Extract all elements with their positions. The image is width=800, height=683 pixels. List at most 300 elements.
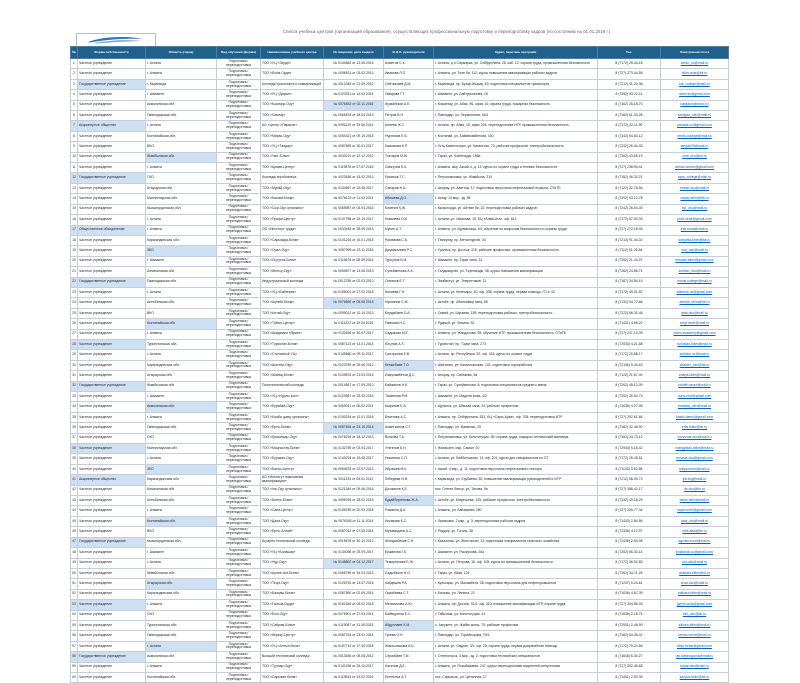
cell-lic: № 0104562 от 12.05.2014	[324, 59, 384, 69]
cell-addr: г. Шымкент, ул. Байтурсынова, 18	[434, 90, 598, 100]
cell-region: г. Алматы	[146, 69, 217, 79]
cell-region: Карагандинская обл.	[146, 475, 217, 485]
email-link[interactable]: altyn.besik@gmail.com	[677, 643, 712, 648]
cell-head: Оразбаева С.Т.	[384, 589, 434, 599]
cell-tel: 8 (7172) 28-45-61	[598, 454, 661, 464]
cell-mail	[661, 183, 729, 193]
cell-lic: № 0023456 от 15.02.2013	[324, 173, 384, 183]
cell-kind: Подготовка / переподготовка	[217, 350, 261, 360]
cell-tel: 8 (7172) 25-44-18	[598, 59, 661, 69]
cell-mail	[661, 69, 729, 79]
email-link[interactable]: sarykol.bilim@bk.ru	[679, 674, 710, 679]
cell-kind: Подготовка / переподготовка	[217, 537, 261, 547]
table-row	[71, 100, 729, 110]
cell-name: ТОО «Тобыл-Центр»	[261, 319, 324, 329]
cell-kind: Подготовка / переподготовка	[217, 339, 261, 349]
cell-kind: Подготовка / переподготовка	[217, 267, 261, 277]
cell-head: Романов Д.А.	[384, 506, 434, 516]
cell-mail	[661, 329, 729, 339]
table-row	[71, 454, 729, 464]
cell-tel: 8 (7182) 32-48-90	[598, 423, 661, 433]
cell-head: Кудайбергенова Ж.А.	[384, 496, 434, 506]
cell-head: Абишева Д.О.	[384, 194, 434, 204]
cell-lic: № 0132789 от 03.04.2017	[324, 444, 384, 454]
cell-mail	[661, 287, 729, 297]
email-link[interactable]: agrotech.kzl@mail.ru	[678, 539, 711, 544]
email-link[interactable]: samgau_oku@mail.ru	[677, 112, 712, 117]
cell-kind: Подготовка / переподготовка	[217, 402, 261, 412]
table-row	[71, 183, 729, 193]
cell-num: 37	[71, 433, 78, 443]
cell-tel: 8 (7172) 79-24-56	[598, 641, 661, 651]
email-link[interactable]: tandau09@mail.ru	[680, 144, 709, 148]
table-row	[71, 527, 729, 537]
cell-head: Мельникова А.Ю.	[384, 600, 434, 610]
cell-region: Карагандинская обл.	[146, 589, 217, 599]
email-link[interactable]: gylym.orda@gmail.com	[676, 601, 713, 606]
cell-addr: г. Петропавловск, ул. Конституции, 35; охрана труда, пожарно-технический минимум	[434, 433, 598, 443]
cell-lic: № 0012345 от 21.09.2012	[324, 79, 384, 89]
email-link[interactable]: esil_oku@bk.ru	[682, 612, 707, 617]
email-link[interactable]: balkash.bilim@mail.ru	[677, 591, 712, 596]
cell-num: 4	[71, 90, 78, 100]
cell-region: Акмолинская обл.	[146, 402, 217, 412]
cell-own: Частное учреждение	[78, 350, 146, 360]
cell-num: 7	[71, 121, 78, 131]
cell-head: Измухамбетов Д.С.	[384, 371, 434, 381]
email-link[interactable]: politeh.taraz@mail.ru	[678, 383, 711, 388]
table-row	[71, 516, 729, 526]
cell-own: Частное учреждение	[78, 662, 146, 672]
cell-head: Нурланов Е.Б.	[384, 131, 434, 141]
cell-lic: № 0014567 от 17.09.2012	[324, 381, 384, 391]
cell-tel: 8 (7282) 24-56-71	[598, 267, 661, 277]
cell-tel: 8 (7172) 20-88-17	[598, 350, 661, 360]
cell-tel: 8 (7252) 21-44-97	[598, 256, 661, 266]
cell-tel: 8 (727) 273-44-55	[598, 69, 661, 79]
cell-mail	[661, 235, 729, 245]
cell-region: Карагандинская обл.	[146, 360, 217, 370]
email-link[interactable]: kyzylzhar.oku@mail.ru	[677, 435, 712, 440]
cell-own: Частное учреждение	[78, 163, 146, 173]
table-row	[71, 506, 729, 516]
cell-num: 3	[71, 79, 78, 89]
email-link[interactable]: turkistan.bilim@mail.ru	[677, 341, 712, 346]
table-row	[71, 496, 729, 506]
cell-addr: г. Тараз, ул. Койгельды, 158а	[434, 152, 598, 162]
email-link[interactable]: tulpar.oku@mail.ru	[680, 664, 709, 669]
cell-lic: № 0115678 от 08.09.2014	[324, 256, 384, 266]
email-link[interactable]: altai-oku@mail.ru	[681, 310, 708, 315]
cell-lic: № 0076901 от 27.03.2014	[324, 610, 384, 620]
cell-addr: г. Алматы, мкр. Аксай-4, д. 12; курсы по охране труда и технике безопасности	[434, 163, 598, 173]
cell-kind: Подготовка / переподготовка	[217, 308, 261, 318]
cell-addr: г. Талдыкорган, ул. Тәуелсіздік, 38; курсы повышения квалификации	[434, 267, 598, 277]
cell-lic: № 0087999 от 23.11.2016	[324, 246, 384, 256]
cell-kind: Подготовка / переподготовка	[217, 225, 261, 235]
cell-head: Юсупов А.Х.	[384, 339, 434, 349]
cell-lic: № 0054321 от 09.10.2015	[324, 131, 384, 141]
email-link[interactable]: stolichn.uc@mail.ru	[679, 352, 710, 357]
cell-tel: 8 (727) 292-61-84	[598, 412, 661, 422]
cell-head: Нугманов С.Ж.	[384, 298, 434, 308]
table-row	[71, 90, 729, 100]
cell-addr: г. Усть-Каменогорск, ул. Казахстан, 70; рабочие профессии, электробезопасность	[434, 142, 598, 152]
table-row	[71, 131, 729, 141]
cell-name: ТОО «Еуразия-Оқу»	[261, 454, 324, 464]
cell-tel: 8 (71036) 4-67-39	[598, 589, 661, 599]
cell-mail	[661, 516, 729, 526]
cell-head: Никитина С.П.	[384, 454, 434, 464]
cell-name: ТОО «Балқаш-Білім»	[261, 589, 324, 599]
cell-name: ТОО «Сыр-Оқу орталығы»	[261, 204, 324, 214]
cell-name: ТОО «Ақтөбе-Білім»	[261, 298, 324, 308]
cell-tel: 8 (72533) 4-21-88	[598, 339, 661, 349]
cell-lic: № 0123311 от 14.03.2015	[324, 90, 384, 100]
cell-region: ВКО	[146, 527, 217, 537]
cell-num: 32	[71, 381, 78, 391]
email-link[interactable]: ertis.bilim@bk.ru	[681, 424, 708, 429]
cell-kind: Подготовка / переподготовка	[217, 672, 261, 682]
cell-mail	[661, 537, 729, 547]
cell-name: ТОО «Нұр-Оқу»	[261, 558, 324, 568]
cell-own: Частное учреждение	[78, 59, 146, 69]
cell-head: Петров В.Н.	[384, 111, 434, 121]
table-row	[71, 142, 729, 152]
cell-lic: № 0011234 от 05.01.2012	[324, 475, 384, 485]
cell-own: Частное учреждение	[78, 204, 146, 214]
cell-tel: 8 (7187) 34-90-15	[598, 277, 661, 287]
cell-name: ТОО «УЦ «Зерде»	[261, 59, 324, 69]
cell-kind: Подготовка / переподготовка	[217, 90, 261, 100]
cell-region: Кызылординская обл.	[146, 204, 217, 214]
email-link[interactable]: burabay_oku@mail.ru	[677, 404, 712, 409]
table-row	[71, 652, 729, 662]
cell-kind: Подготовка / переподготовка	[217, 131, 261, 141]
cell-lic: № 0148802 от 04.12.2017	[324, 558, 384, 568]
cell-addr: пос. Сарыколь, ул. Целинная, 17	[434, 672, 598, 682]
email-link[interactable]: kasibi.damu@gmail.com	[676, 414, 713, 419]
cell-name: ТОО «Кәсіпқор-Оқу»	[261, 100, 324, 110]
cell-num: 1	[71, 59, 78, 69]
cell-mail	[661, 360, 729, 370]
cell-tel: 8 (71536) 2-18-74	[598, 610, 661, 620]
column-header-5: № лицензии, дата выдачи	[324, 47, 384, 59]
email-link[interactable]: ertis.altai@bk.ru	[682, 529, 707, 534]
cell-head: Токтаров М.Ж.	[384, 152, 434, 162]
email-link[interactable]: caspiy.bilim@bk.ru	[680, 196, 709, 201]
cell-head: Сапаров Н.А.	[384, 183, 434, 193]
cell-num: 11	[71, 163, 78, 173]
cell-region: Актюбинская обл.	[146, 496, 217, 506]
cell-kind: Подготовка / переподготовка	[217, 194, 261, 204]
cell-num: 21	[71, 267, 78, 277]
cell-num: 25	[71, 308, 78, 318]
cell-head: Волкова Т.А.	[384, 433, 434, 443]
email-link[interactable]: bilim-orda@bk.ru	[681, 71, 708, 76]
cell-lic: № 0126754 от 13.07.2016	[324, 579, 384, 589]
cell-tel: 8 (7112) 51-26-84	[598, 246, 661, 256]
cell-name: ТОО «Білім-Орда»	[261, 69, 324, 79]
email-link[interactable]: aulieata.bilim@bk.ru	[679, 570, 710, 575]
email-link[interactable]: kasipkor@inbox.ru	[680, 102, 709, 107]
email-link[interactable]: sairam.bilim@mail.ru	[678, 622, 711, 627]
cell-kind: Подготовка / переподготовка	[217, 412, 261, 422]
email-link[interactable]: darin.kz@gmail.com	[679, 91, 710, 96]
email-link[interactable]: syr_oku@mail.ru	[681, 206, 708, 211]
cell-tel: 8 (7152) 46-33-21	[598, 173, 661, 183]
table-row	[71, 662, 729, 672]
cell-tel: 8 (7152) 33-70-12	[598, 433, 661, 443]
cell-own: Частное учреждение	[78, 610, 146, 620]
cell-name: ТОО «Самғау»	[261, 111, 324, 121]
cell-region: г. Астана	[146, 287, 217, 297]
email-link[interactable]: profi-centr@gmail.com	[677, 216, 712, 221]
cell-head: Рахимова С.Б.	[384, 235, 434, 245]
cell-num: 39	[71, 454, 78, 464]
cell-head: Сулейменова А.К.	[384, 267, 434, 277]
cell-tel: 8 (7242) 26-54-30	[598, 204, 661, 214]
cell-lic: № 0065789 от 16.04.2013	[324, 568, 384, 578]
cell-name: ТОО «Шахтёр-Оқу»	[261, 360, 324, 370]
email-link[interactable]: batys.centr@mail.ru	[679, 466, 710, 471]
cell-region: г. Астана	[146, 59, 217, 69]
email-link[interactable]: arman.centre@gmail.com	[675, 164, 714, 169]
email-link[interactable]: baiterek.uc@gmail.com	[676, 289, 713, 294]
cell-region: г. Алматы	[146, 163, 217, 173]
cell-addr: г. Павлодар, ул. Кривенко, 25	[434, 423, 598, 433]
cell-mail	[661, 558, 729, 568]
cell-head: Жумабеков А.Е.	[384, 100, 434, 110]
cell-own: Частное учреждение	[78, 641, 146, 651]
cell-tel: 8 (7212) 56-09-73	[598, 475, 661, 485]
cell-num: 27	[71, 329, 78, 339]
cell-own: Государственное учреждение	[78, 537, 146, 547]
cell-kind: Подготовка / переподготовка	[217, 246, 261, 256]
cell-num: 44	[71, 506, 78, 516]
cell-name: ТОО «Қызылжар-Оқу»	[261, 433, 324, 443]
email-link[interactable]: dala_oku@mail.ru	[680, 518, 709, 523]
cell-tel: 8 (71431) 4-55-20	[598, 319, 661, 329]
cell-head: Хасенов Д.Е.	[384, 662, 434, 672]
email-link[interactable]: parasat.uc@gmail.com	[677, 123, 712, 128]
cell-tel: 8 (71237) 5-24-61	[598, 579, 661, 589]
email-link[interactable]: agro_college@mail.ru	[677, 175, 712, 180]
cell-region: г. Астана	[146, 454, 217, 464]
email-link[interactable]: zhaiyk.bilim@mail.ru	[678, 372, 711, 377]
email-link[interactable]: vtk.stepnogorsk@mail.ru	[675, 653, 714, 658]
cell-name: ТОО «Жайық-Білім»	[261, 371, 324, 381]
cell-own: Частное учреждение	[78, 215, 146, 225]
email-link[interactable]: zhetisu_oku@mail.ru	[678, 268, 711, 273]
email-link[interactable]: kereku.centr@mail.ru	[678, 633, 711, 638]
cell-kind: Подготовка / переподготовка	[217, 662, 261, 672]
cell-tel: 8 (7132) 54-72-66	[598, 298, 661, 308]
cell-head: Ковалева О.И.	[384, 215, 434, 225]
cell-own: Частное учреждение	[78, 256, 146, 266]
email-link[interactable]: sapa.centr@gmail.com	[677, 508, 712, 513]
cell-name: ТОО «Кәсіби даму орталығы»	[261, 412, 324, 422]
cell-mail	[661, 121, 729, 131]
cell-num: 52	[71, 589, 78, 599]
email-link[interactable]: oral_oku@mail.ru	[681, 248, 708, 253]
cell-kind: Подготовка / переподготовка	[217, 579, 261, 589]
cell-num: 42	[71, 485, 78, 495]
cell-num: 33	[71, 392, 78, 402]
cell-region: г. Астана	[146, 215, 217, 225]
table-row	[71, 433, 729, 443]
cell-name: ТОО «Кереку-Центр»	[261, 631, 324, 641]
cell-region: г. Алматы	[146, 225, 217, 235]
cell-kind: Подготовка / переподготовка	[217, 475, 261, 485]
cell-lic: № 0152346 от 06.02.2018	[324, 600, 384, 610]
cell-lic: № 0123987 от 29.05.2016	[324, 392, 384, 402]
cell-mail	[661, 485, 729, 495]
cell-num: 57	[71, 641, 78, 651]
table-row	[71, 589, 729, 599]
table-row	[71, 371, 729, 381]
cell-num: 48	[71, 548, 78, 558]
email-link[interactable]: miras-college@mail.kz	[677, 133, 712, 138]
email-link[interactable]: inst.truda@mail.ru	[680, 227, 709, 232]
cell-region: Атырауская обл.	[146, 183, 217, 193]
cell-head: Темиргалиев Б.Ж.	[384, 558, 434, 568]
email-link[interactable]: nur-oku@mail.ru	[681, 560, 708, 565]
cell-own: Частное учреждение	[78, 600, 146, 610]
cell-tel: 8 (7172) 36-52-80	[598, 558, 661, 568]
cell-addr: г. Казалинск, ул. Желтоксан, 12; подготовка специалистов сельского хозяйства	[434, 537, 598, 547]
table-row	[71, 548, 729, 558]
cell-tel: 8 (7132) 40-18-29	[598, 496, 661, 506]
email-link[interactable]: saryarka.bilim@bk.ru	[678, 237, 711, 242]
email-link[interactable]: tobyl.centr@mail.ru	[679, 320, 710, 325]
email-link[interactable]: ktk_college@mail.ru	[679, 81, 710, 86]
cell-region: СКО	[146, 610, 217, 620]
cell-lic: № 0076234 от 18.12.2013	[324, 433, 384, 443]
cell-num: 23	[71, 287, 78, 297]
cell-mail	[661, 277, 729, 287]
cell-kind: Подготовка / переподготовка	[217, 506, 261, 516]
cell-num: 53	[71, 600, 78, 610]
email-link[interactable]: ipk.krg@mail.ru	[682, 477, 707, 481]
cell-tel: 8 (7172) 32-11-90	[598, 121, 661, 131]
table-row	[71, 402, 729, 412]
cell-own: Частное учреждение	[78, 631, 146, 641]
cell-lic: № 0150234 от 12.01.2018	[324, 412, 384, 422]
cell-name: ОО «Институт труда»	[261, 225, 324, 235]
cell-lic: № 0043210 от 12.12.2012	[324, 152, 384, 162]
cell-tel: 8 (7122) 21-67-40	[598, 371, 661, 381]
cell-addr: г. Павлодар, ул. Торайгырова, 79/1	[434, 631, 598, 641]
cell-mail	[661, 298, 729, 308]
email-link[interactable]: munai-oku@mail.ru	[679, 185, 710, 190]
cell-region: Костанайская обл.	[146, 516, 217, 526]
cell-own: Частное учреждение	[78, 183, 146, 193]
cell-region: Акмолинская обл.	[146, 100, 217, 110]
email-link[interactable]: ontustik.bilim@gmail.com	[675, 258, 714, 263]
cell-mail	[661, 173, 729, 183]
cell-tel: 8 (7142) 54-60-12	[598, 131, 661, 141]
cell-mail	[661, 620, 729, 630]
cell-head: Джумагалиев Р.С.	[384, 246, 434, 256]
cell-lic: № 0087123 от 14.01.2014	[324, 339, 384, 349]
email-link[interactable]: orken.academy@gmail.com	[673, 331, 716, 336]
table-row	[71, 392, 729, 402]
cell-region: ВКО	[146, 308, 217, 318]
email-link[interactable]: teniz.oku@mail.ru	[680, 581, 709, 586]
table-row	[71, 225, 729, 235]
cell-name: ТОО «Аулие-Ата Білім»	[261, 568, 324, 578]
cell-mail	[661, 163, 729, 173]
cell-num: 58	[71, 652, 78, 662]
cell-name: ТОО «Сапа-Центр»	[261, 506, 324, 516]
cell-lic: № 0132456 от 30.07.2017	[324, 329, 384, 339]
cell-mail	[661, 215, 729, 225]
cell-own: Частное учреждение	[78, 152, 146, 162]
cell-head: Оспанов Е.Т.	[384, 277, 434, 287]
email-link[interactable]: beles.bilim@mail.ru	[679, 497, 710, 502]
email-link[interactable]: indust.college@mail.ru	[677, 279, 712, 284]
cell-addr: г. Петропавловск, ул. Жамбыла, 210	[434, 173, 598, 183]
email-link[interactable]: nurly-zhol@gmail.com	[677, 393, 712, 398]
cell-name: ТОО «УЦ «Тандау»	[261, 142, 324, 152]
cell-kind: Подготовка / переподготовка	[217, 360, 261, 370]
cell-lic: № 0012789 от 02.03.2012	[324, 277, 384, 287]
email-link[interactable]: umit_oku@bk.ru	[682, 154, 707, 159]
email-link[interactable]: mangystau.bilim@mail.ru	[675, 445, 714, 450]
email-link[interactable]: eurasia.oku@gmail.com	[676, 456, 713, 461]
cell-own: Частное учреждение	[78, 308, 146, 318]
cell-head: Серикбаев Т.М.	[384, 652, 434, 662]
cell-addr: г. Семей, ул. Шугаева, 159; переподготовка рабочих, электробезопасность	[434, 308, 598, 318]
cell-region: Жамбылская обл.	[146, 152, 217, 162]
cell-head: Кабдешев Р.А.	[384, 579, 434, 589]
table-row	[71, 173, 729, 183]
cell-kind: Подготовка / переподготовка	[217, 215, 261, 225]
email-link[interactable]: aktobe_bilim@bk.ru	[679, 300, 710, 305]
cell-own: Частное учреждение	[78, 319, 146, 329]
cell-head: Калиева Г.Н.	[384, 287, 434, 297]
cell-region: Алматинская обл.	[146, 485, 217, 495]
cell-name: Колледж транспорта и коммуникаций	[261, 79, 324, 89]
email-link[interactable]: bolashak.uc@gmail.com	[676, 549, 713, 554]
cell-tel: 8 (7262) 45-12-09	[598, 381, 661, 391]
cell-region: Павлодарская обл.	[146, 277, 217, 287]
email-link[interactable]: ile.oku@bk.ru	[684, 487, 705, 492]
cell-addr: г. Балхаш, ул. Ленина, 22	[434, 589, 598, 599]
cell-lic: № 0087655 от 30.01.2017	[324, 142, 384, 152]
cell-region: Костанайская обл.	[146, 672, 217, 682]
cell-kind: Подготовка / переподготовка	[217, 558, 261, 568]
cell-addr: г. Павлодар, ул. Лермонтова, 44/1	[434, 111, 598, 121]
cell-own: Частное учреждение	[78, 496, 146, 506]
cell-addr: г. Уральск, пр. Достык, 215; рабочие профессии, промышленная безопасность	[434, 246, 598, 256]
cell-own: Частное учреждение	[78, 672, 146, 682]
cell-name: ТОО «Ғылым-Орда»	[261, 600, 324, 610]
table-row	[71, 423, 729, 433]
cell-own: Частное учреждение	[78, 620, 146, 630]
cell-head: Алиева Ж.С.	[384, 121, 434, 131]
cell-own: Частное учреждение	[78, 131, 146, 141]
email-link[interactable]: zerde_uc@mail.ru	[680, 60, 709, 65]
cell-region: г. Шымкент	[146, 392, 217, 402]
cell-addr: г. Кокшетау, ул. Абая, 96, офис 14; охрана труда, пожарная безопасность	[434, 100, 598, 110]
cell-addr: г. Риддер, ул. Гоголя, 38	[434, 527, 598, 537]
cell-tel: 8 (7222) 56-31-48	[598, 308, 661, 318]
email-link[interactable]: shahter_oku@bk.ru	[679, 362, 710, 367]
cell-tel: 8 (72531) 2-46-90	[598, 620, 661, 630]
cell-addr: г. Алматы, ул. Курмангазы, 64; обучение по вопросам безопасности и охраны труда	[434, 225, 598, 235]
